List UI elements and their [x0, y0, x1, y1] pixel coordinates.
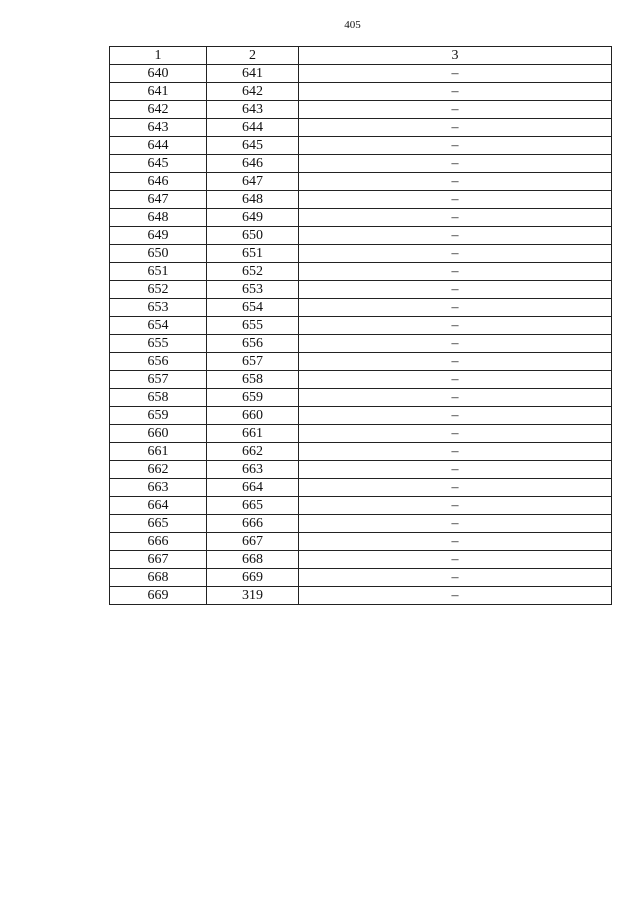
table-cell-col-2: 665	[207, 497, 299, 515]
table-cell-col-1: 651	[110, 263, 207, 281]
table-cell-col-3: –	[299, 281, 612, 299]
table-cell-col-2: 660	[207, 407, 299, 425]
table-header-row	[110, 47, 612, 65]
page-number: 405	[344, 19, 361, 31]
table-cell-col-3: –	[299, 425, 612, 443]
table-cell-col-3: –	[299, 263, 612, 281]
table-cell-col-2: 664	[207, 479, 299, 497]
table-row	[110, 155, 612, 173]
table-cell-col-1: 641	[110, 83, 207, 101]
table-cell-col-3: –	[299, 569, 612, 587]
table-cell-col-3: –	[299, 587, 612, 605]
table-cell-col-3: –	[299, 443, 612, 461]
table-cell-col-3: –	[299, 209, 612, 227]
table-cell-col-3: –	[299, 191, 612, 209]
table-cell-col-2: 643	[207, 101, 299, 119]
table-row	[110, 65, 612, 83]
table-row	[110, 587, 612, 605]
table-cell-col-3: –	[299, 65, 612, 83]
table-cell-col-3: –	[299, 551, 612, 569]
table-row	[110, 389, 612, 407]
table-cell-col-1: 665	[110, 515, 207, 533]
table-cell-col-1: 644	[110, 137, 207, 155]
table-row	[110, 515, 612, 533]
table-cell-col-3: –	[299, 317, 612, 335]
table-row	[110, 425, 612, 443]
table-cell-col-1: 664	[110, 497, 207, 515]
table-cell-col-1: 653	[110, 299, 207, 317]
table-row	[110, 353, 612, 371]
table-row	[110, 317, 612, 335]
table-cell-col-3: –	[299, 119, 612, 137]
table-cell-col-1: 643	[110, 119, 207, 137]
table-cell-col-2: 319	[207, 587, 299, 605]
table-cell-col-2: 641	[207, 65, 299, 83]
table-cell-col-1: 647	[110, 191, 207, 209]
table-row	[110, 137, 612, 155]
table-row	[110, 443, 612, 461]
document-table-container	[109, 46, 612, 605]
table-cell-col-3: –	[299, 533, 612, 551]
table-cell-col-2: 659	[207, 389, 299, 407]
table-row	[110, 461, 612, 479]
table-cell-col-3: –	[299, 299, 612, 317]
table-cell-col-2: 662	[207, 443, 299, 461]
table-cell-col-3: –	[299, 461, 612, 479]
column-header-2: 2	[207, 47, 299, 65]
table-row	[110, 371, 612, 389]
table-cell-col-3: –	[299, 515, 612, 533]
table-cell-col-1: 657	[110, 371, 207, 389]
table-cell-col-2: 661	[207, 425, 299, 443]
table-cell-col-1: 650	[110, 245, 207, 263]
table-row	[110, 281, 612, 299]
table-cell-col-3: –	[299, 173, 612, 191]
table-row	[110, 407, 612, 425]
table-cell-col-1: 666	[110, 533, 207, 551]
table-cell-col-1: 654	[110, 317, 207, 335]
table-cell-col-2: 656	[207, 335, 299, 353]
table-cell-col-2: 657	[207, 353, 299, 371]
table-cell-col-2: 654	[207, 299, 299, 317]
table-cell-col-1: 642	[110, 101, 207, 119]
table-row	[110, 245, 612, 263]
table-cell-col-2: 642	[207, 83, 299, 101]
table-cell-col-3: –	[299, 497, 612, 515]
table-row	[110, 227, 612, 245]
table-cell-col-3: –	[299, 479, 612, 497]
table-cell-col-2: 653	[207, 281, 299, 299]
table-cell-col-3: –	[299, 335, 612, 353]
table-cell-col-1: 646	[110, 173, 207, 191]
table-row	[110, 101, 612, 119]
table-cell-col-2: 644	[207, 119, 299, 137]
table-cell-col-2: 647	[207, 173, 299, 191]
table-cell-col-3: –	[299, 227, 612, 245]
table-cell-col-1: 648	[110, 209, 207, 227]
table-cell-col-1: 658	[110, 389, 207, 407]
column-header-1: 1	[110, 47, 207, 65]
table-cell-col-3: –	[299, 371, 612, 389]
table-cell-col-3: –	[299, 407, 612, 425]
table-cell-col-1: 661	[110, 443, 207, 461]
table-row	[110, 83, 612, 101]
table-cell-col-2: 649	[207, 209, 299, 227]
table-cell-col-1: 655	[110, 335, 207, 353]
table-cell-col-1: 659	[110, 407, 207, 425]
table-cell-col-1: 662	[110, 461, 207, 479]
table-cell-col-3: –	[299, 155, 612, 173]
table-cell-col-3: –	[299, 389, 612, 407]
table-cell-col-2: 650	[207, 227, 299, 245]
table-cell-col-3: –	[299, 353, 612, 371]
table-cell-col-1: 652	[110, 281, 207, 299]
table-cell-col-3: –	[299, 245, 612, 263]
data-table	[109, 46, 612, 605]
table-cell-col-2: 658	[207, 371, 299, 389]
table-cell-col-1: 649	[110, 227, 207, 245]
table-row	[110, 191, 612, 209]
table-cell-col-2: 669	[207, 569, 299, 587]
table-cell-col-3: –	[299, 101, 612, 119]
table-row	[110, 119, 612, 137]
table-cell-col-2: 666	[207, 515, 299, 533]
table-cell-col-2: 668	[207, 551, 299, 569]
table-row	[110, 569, 612, 587]
table-cell-col-3: –	[299, 83, 612, 101]
table-cell-col-2: 648	[207, 191, 299, 209]
table-cell-col-2: 667	[207, 533, 299, 551]
column-header-3: 3	[299, 47, 612, 65]
table-cell-col-2: 663	[207, 461, 299, 479]
table-body	[110, 65, 612, 605]
table-cell-col-1: 667	[110, 551, 207, 569]
table-row	[110, 497, 612, 515]
table-cell-col-2: 655	[207, 317, 299, 335]
table-cell-col-1: 668	[110, 569, 207, 587]
table-cell-col-2: 645	[207, 137, 299, 155]
table-cell-col-2: 652	[207, 263, 299, 281]
table-cell-col-1: 669	[110, 587, 207, 605]
table-row	[110, 335, 612, 353]
table-cell-col-1: 640	[110, 65, 207, 83]
table-row	[110, 173, 612, 191]
table-row	[110, 479, 612, 497]
table-cell-col-2: 646	[207, 155, 299, 173]
table-cell-col-1: 663	[110, 479, 207, 497]
table-row	[110, 299, 612, 317]
table-row	[110, 533, 612, 551]
table-cell-col-1: 656	[110, 353, 207, 371]
table-row	[110, 263, 612, 281]
table-cell-col-1: 645	[110, 155, 207, 173]
table-cell-col-3: –	[299, 137, 612, 155]
table-cell-col-2: 651	[207, 245, 299, 263]
table-row	[110, 551, 612, 569]
table-row	[110, 209, 612, 227]
table-cell-col-1: 660	[110, 425, 207, 443]
